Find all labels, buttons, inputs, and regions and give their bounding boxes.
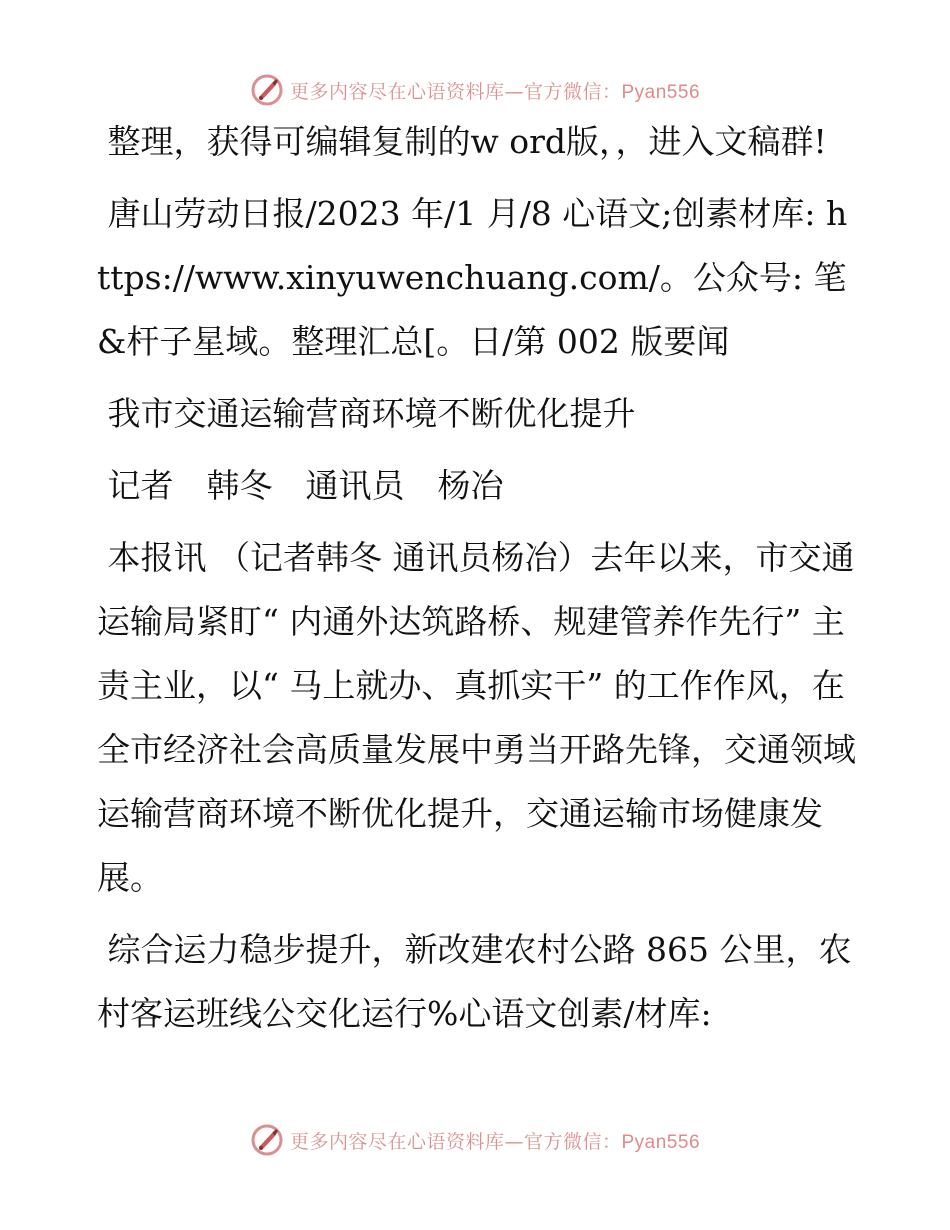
- header-banner-separator: —: [504, 80, 524, 103]
- paragraph-body-2: 综合运力稳步提升，新改建农村公路 865 公里，农村客运班线公交化运行%心语文创素/材库:: [97, 930, 852, 1033]
- header-banner-wechat-id: Pyan556: [621, 81, 701, 103]
- footer-banner: [0, 1120, 950, 1160]
- footer-banner-inner: [250, 1123, 700, 1157]
- footer-banner-wechat-id: Pyan556: [621, 1131, 701, 1153]
- article-headline: 我市交通运输营商环境不断优化提升: [97, 394, 636, 433]
- document-body: [97, 110, 857, 1054]
- footer-banner-text: [290, 1127, 700, 1154]
- header-banner-text: [290, 77, 700, 104]
- footer-banner-separator: —: [504, 1130, 524, 1153]
- footer-banner-wechat-label: 官方微信：: [523, 1130, 622, 1153]
- pen-logo-icon: [250, 1123, 284, 1157]
- paragraph-source: 唐山劳动日报/2023 年/1 月/8 心语文;创素材库: https://www.xinyuwenchuang.com/。公众号: 笔&杆子星域。整理汇总[。日/第 002 版要闻: [97, 194, 848, 361]
- paragraph-body-1: 本报讯 （记者韩冬 通讯员杨冶）去年以来，市交通运输局紧盯“ 内通外达筑路桥、规建管养作先行” 主责主业，以“ 马上就办、真抓实干” 的工作作风，在全市经济社会高质量发展中勇当开路先锋，交通领域运输营商环境不断优化提升，交通运输市场健康发展。: [97, 538, 856, 897]
- footer-banner-title: 更多内容尽在心语资料库: [289, 1130, 505, 1153]
- article-byline: 记者 韩冬 通讯员 杨冶: [97, 466, 504, 505]
- paragraph-intro: 整理，获得可编辑复制的w ord版，，进入文稿群!: [97, 122, 827, 161]
- header-banner: [0, 70, 950, 110]
- header-banner-title: 更多内容尽在心语资料库: [289, 80, 505, 103]
- pen-logo-icon: [250, 73, 284, 107]
- header-banner-inner: [250, 73, 700, 107]
- header-banner-wechat-label: 官方微信：: [523, 80, 622, 103]
